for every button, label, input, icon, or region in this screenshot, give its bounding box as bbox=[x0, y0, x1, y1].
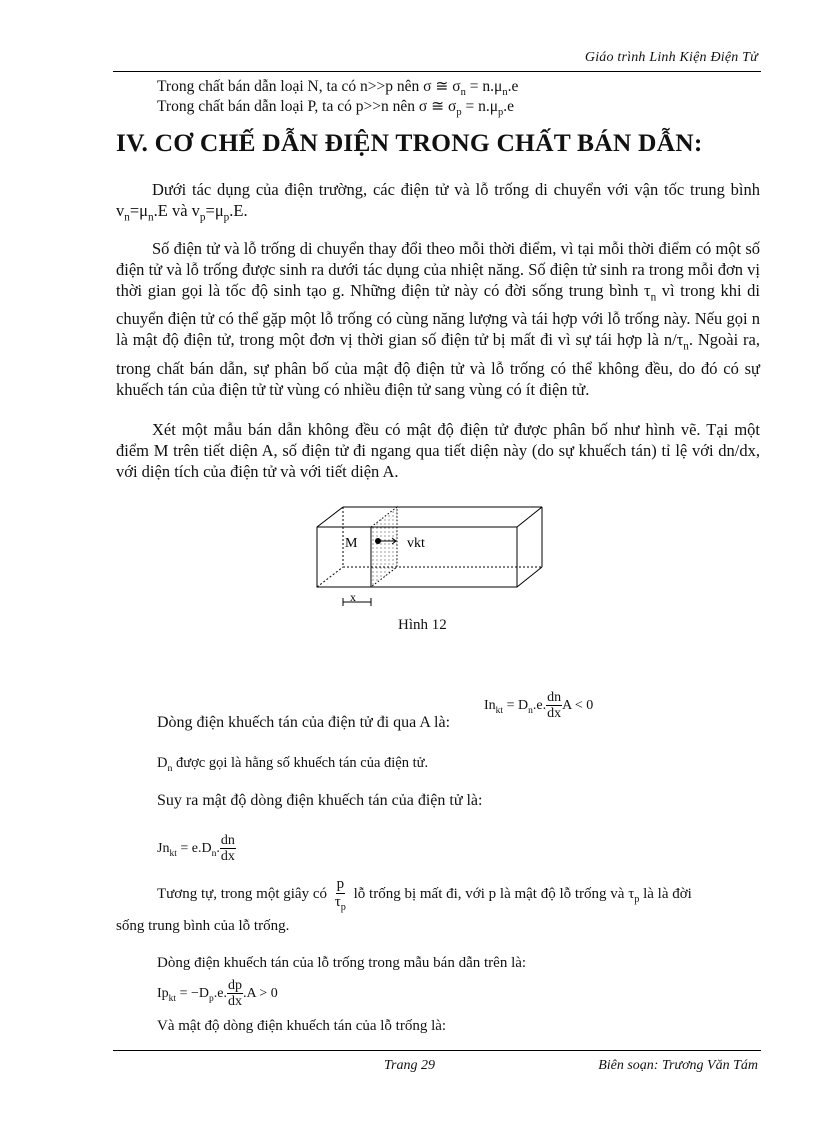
label-x: x bbox=[350, 590, 356, 604]
dn-note: $D_n$ được gọi là hằng số khuếch tán của điện tử. bbox=[157, 755, 429, 774]
section-heading: IV. CƠ CHẾ DẪN ĐIỆN TRONG CHẤT BÁN DẪN: bbox=[116, 128, 703, 157]
holes-sentence-line2: sống trung bình của lỗ trống. bbox=[116, 918, 290, 934]
page-number: Trang 29 bbox=[384, 1058, 435, 1073]
figure-caption: Hình 12 bbox=[398, 617, 447, 633]
header-rule bbox=[113, 71, 761, 72]
paragraph-drift: Dưới tác dụng của điện trường, các điện tử và lỗ trống di chuyển với vận tốc trung bình $v_n=\mu_n.E$ và $v_p=\mu_p.E$. bbox=[116, 180, 760, 224]
point-m-dot bbox=[375, 538, 381, 544]
electron-density-formula: $Jn_{kt} = e.D_n$. $\frac{dn}{dx}$ bbox=[157, 833, 235, 865]
hole-current-formula: $Ip_{kt} = -D_p.e$. $\frac{dp}{dx}$ .A > 0 bbox=[157, 978, 278, 1010]
paragraph-diffusion: Xét một mẫu bán dẫn không đều có mật độ điện tử được phân bố như hình vẽ. Tại một điểm M trên tiết diện A, số điện tử đi ngang qua tiết diện này (do sự khuếch tán) tỉ lệ với dn/dx, với diện tích của điện tử và với tiết diện A. bbox=[116, 420, 760, 481]
footer-rule bbox=[113, 1050, 761, 1051]
holes-sentence: Tương tự, trong một giây có $\frac{p}{\tau_p}$ lỗ trống bị mất đi, với p là mật độ lỗ trống và $\tau_p$ là là đời bbox=[157, 876, 692, 913]
label-vkt: vkt bbox=[407, 536, 425, 551]
running-header: Giáo trình Linh Kiện Điện Tử bbox=[584, 50, 758, 65]
electron-current-text: Dòng điện khuếch tán của điện tử đi qua A là: bbox=[157, 714, 451, 731]
density-intro: Suy ra mật độ dòng điện khuếch tán của điện tử là: bbox=[157, 792, 483, 809]
paragraph-recombination: Số điện tử và lỗ trống di chuyển thay đổi theo mỗi thời điểm, vì tại mỗi thời điểm có một số điện tử và lỗ trống được sinh ra dưới tác dụng của nhiệt năng. Số điện tử sinh ra trong mỗi đơn vị thời gian gọi là tốc độ sinh tạo g. Những điện tử này có đời sống trung bình $\tau_n$ vì trong khi di chuyển điện tử có thể gặp một lỗ trống có cùng năng lượng và tái hợp với lỗ trống này. Nếu gọi n là mật độ điện tử, trong một đơn vị thời gian số điện tử bị mất đi vì sự tái hợp là $n/\tau_n$. Ngoài ra, trong chất bán dẫn, sự phân bố của mật độ điện tử và lỗ trống có thể không đều, do đó có sự khuếch tán của điện tử từ vùng có nhiều điện tử sang vùng có ít điện tử. bbox=[116, 239, 760, 399]
figure-semiconductor-bar bbox=[300, 495, 560, 615]
p-type-line: Trong chất bán dẫn loại P, ta có p>>n nên σ ≅ $\sigma_p = n.\mu_p.e$ bbox=[157, 98, 515, 119]
hole-current-text: Dòng điện khuếch tán của lỗ trống trong mẫu bán dẫn trên là: bbox=[157, 955, 527, 971]
label-m: M bbox=[345, 536, 358, 551]
n-type-line: Trong chất bán dẫn loại N, ta có n>>p nên σ ≅ $\sigma_n = n.\mu_n.e$ bbox=[157, 78, 519, 99]
cross-section-a bbox=[371, 507, 397, 587]
electron-current-formula: $In_{kt} = D_n.e$. $\frac{dn}{dx}$ A < 0 bbox=[484, 690, 594, 722]
footer-author: Biên soạn: Trương Văn Tám bbox=[598, 1058, 758, 1073]
final-line: Và mật độ dòng điện khuếch tán của lỗ trống là: bbox=[157, 1018, 447, 1034]
